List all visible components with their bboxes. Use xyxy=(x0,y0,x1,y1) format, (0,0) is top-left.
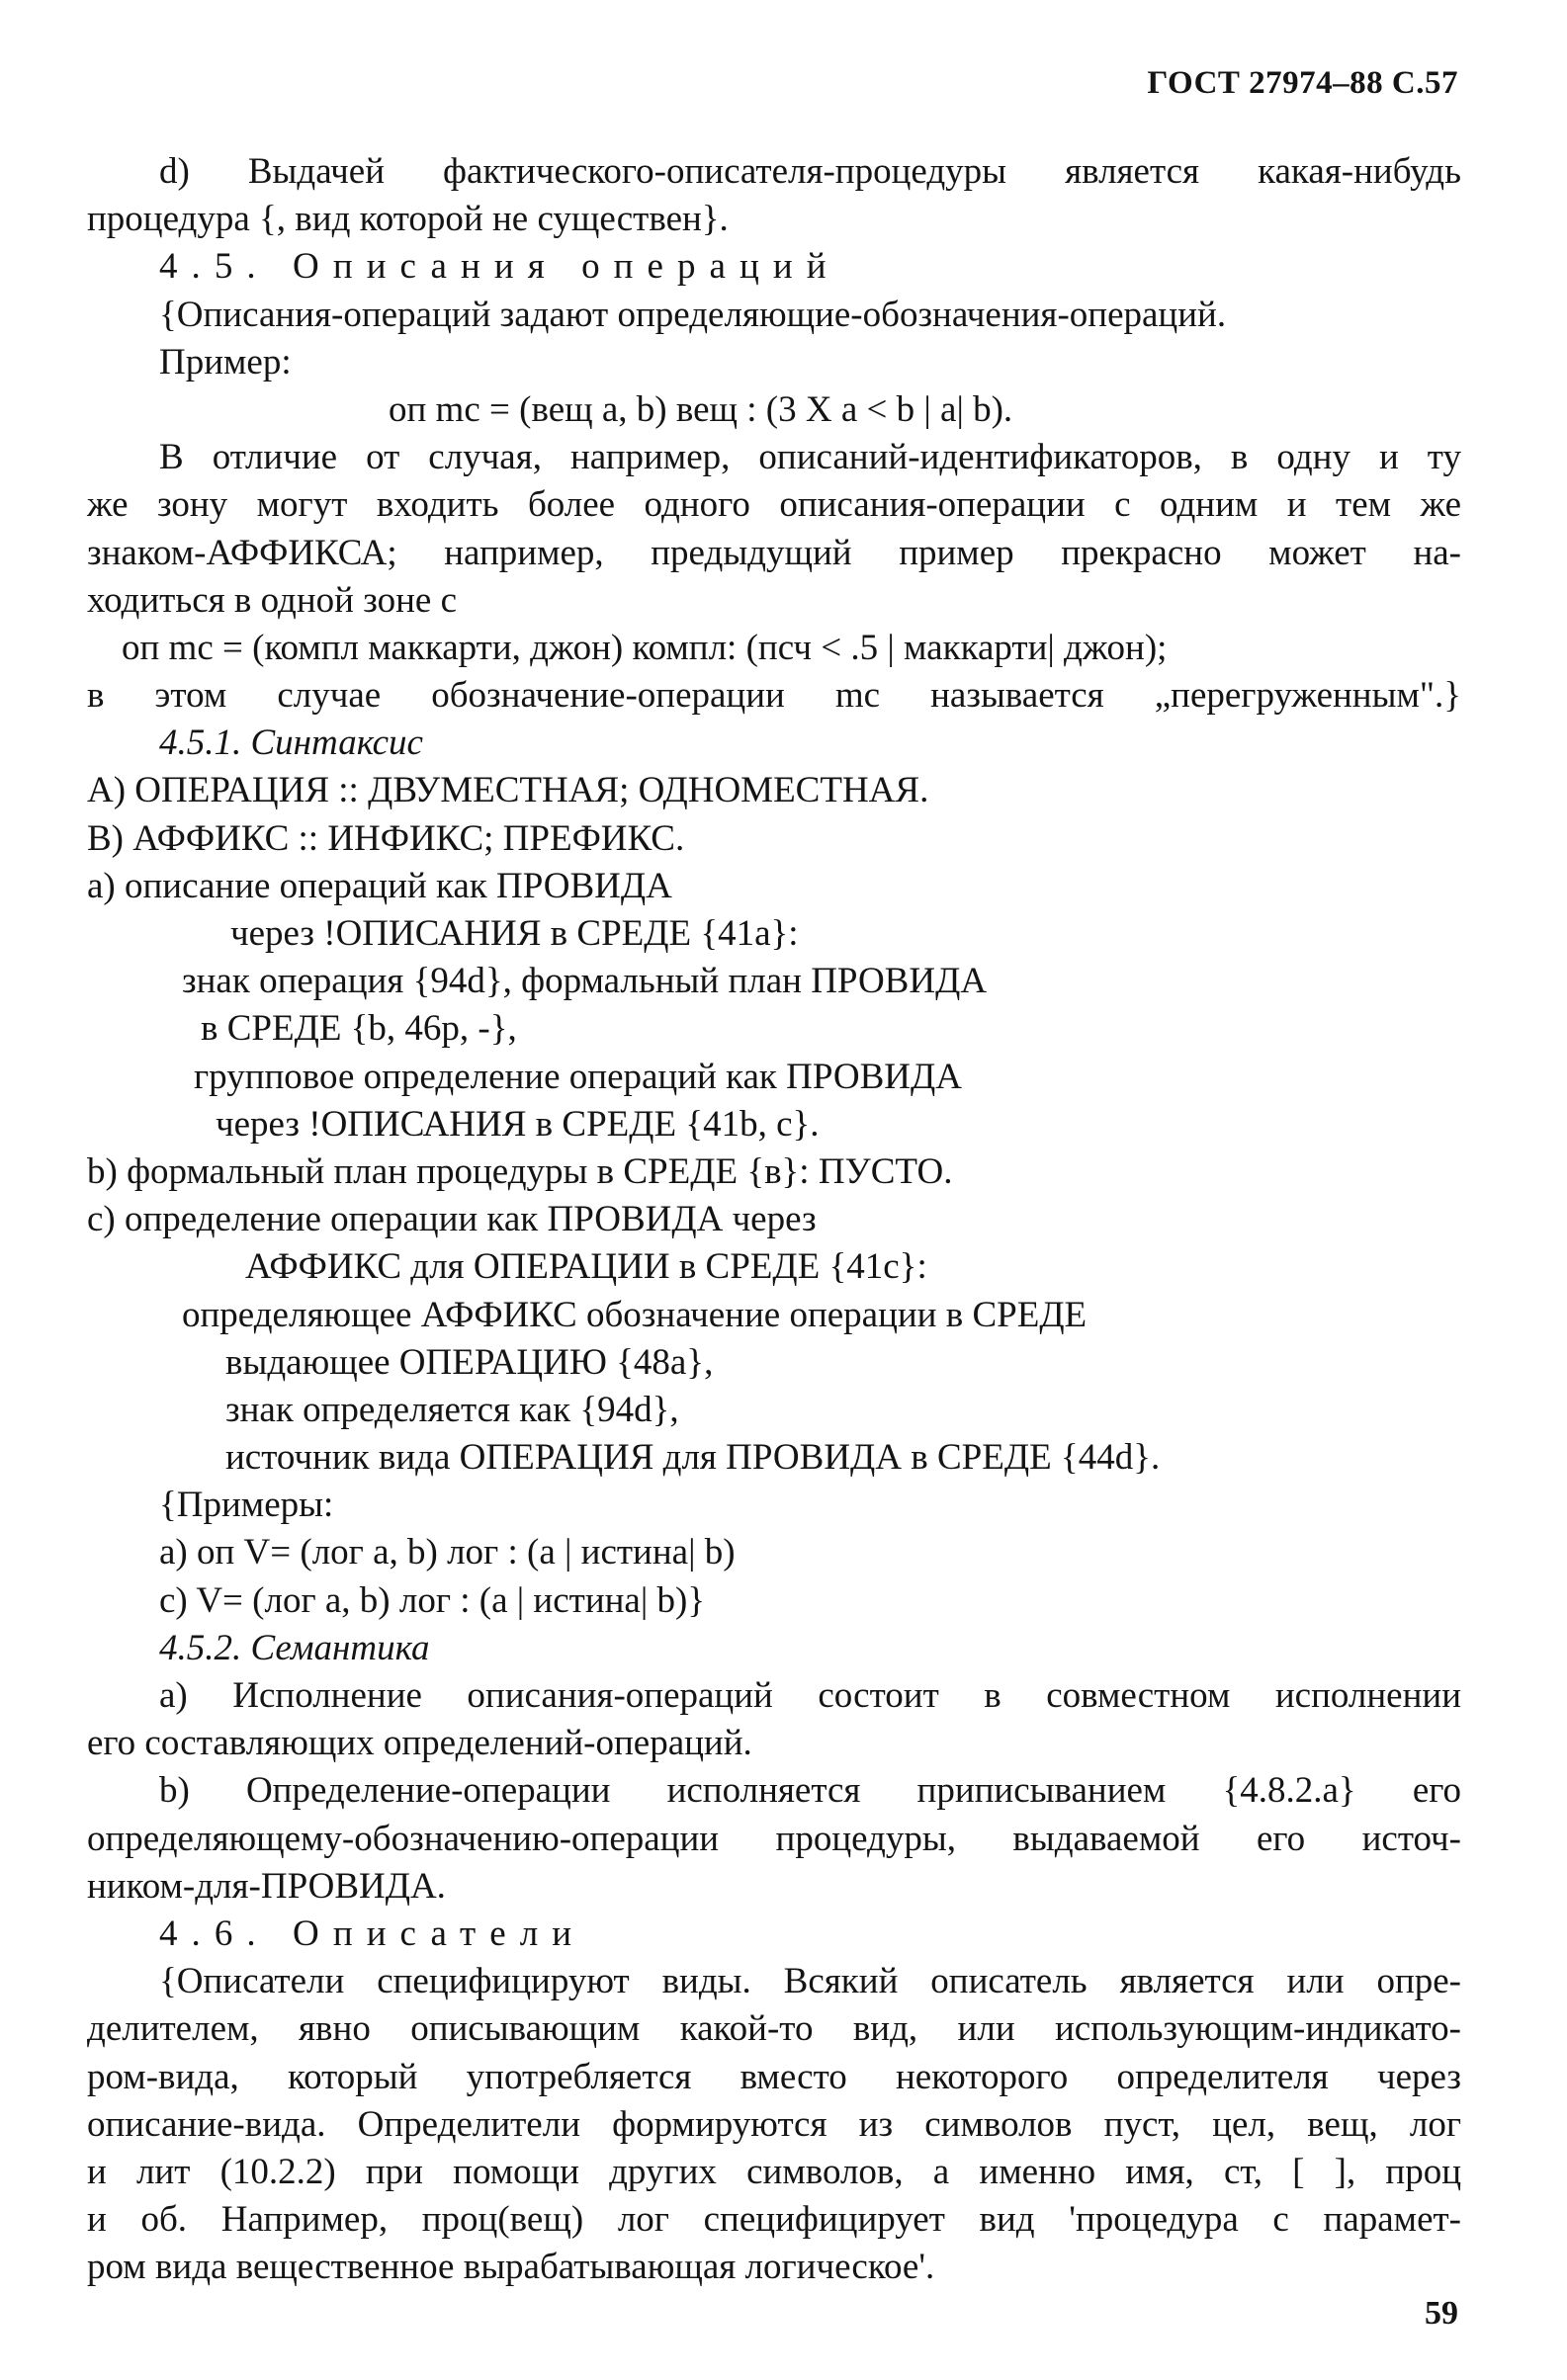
code-example: a) оп V= (лог a, b) лог : (a | истина| b) xyxy=(159,1532,736,1573)
code-example: c) V= (лог a, b) лог : (a | истина| b)} xyxy=(159,1579,706,1621)
text-line: ром вида вещественное вырабатывающая логическое'. xyxy=(87,2247,935,2288)
section-heading: 4.6. Описатели xyxy=(159,1912,586,1954)
syntax-rule-continuation: источник вида ОПЕРАЦИЯ для ПРОВИДА в СРЕДЕ {44d}. xyxy=(225,1437,1161,1479)
text-line: В отличие от случая, например, описаний-идентификаторов, в одну и ту xyxy=(159,437,1461,478)
syntax-rule-continuation: через !ОПИСАНИЯ в СРЕДЕ {41a}: xyxy=(230,913,799,954)
text-line: ходиться в одной зоне с xyxy=(87,579,458,621)
syntax-rule: c) определение операции как ПРОВИДА через xyxy=(87,1199,817,1240)
text-line: ром-вида, который употребляется вместо некоторого определителя через xyxy=(87,2056,1461,2097)
text-line: {Описания-операций задают определяющие-обозначения-операций. xyxy=(159,294,1227,335)
syntax-rule-continuation: знак операция {94d}, формальный план ПРОВИДА xyxy=(182,961,988,1002)
text-line: же зону могут входить более одного описания-операции с одним и тем же xyxy=(87,484,1461,526)
syntax-rule-continuation: АФФИКС для ОПЕРАЦИИ в СРЕДЕ {41c}: xyxy=(245,1246,927,1288)
code-example: оп mc = (компл маккарти, джон) компл: (псч < .5 | маккарти| джон); xyxy=(122,627,1168,668)
text-line: его составляющих определений-операций. xyxy=(87,1723,752,1764)
text-line: Пример: xyxy=(159,341,292,382)
subsection-heading: 4.5.2. Семантика xyxy=(159,1627,430,1668)
syntax-rule: B) АФФИКС :: ИНФИКС; ПРЕФИКС. xyxy=(87,817,685,859)
text-line: определяющему-обозначению-операции процедуры, выдаваемой его источ- xyxy=(87,1818,1461,1859)
syntax-rule: a) описание операций как ПРОВИДА xyxy=(87,865,672,906)
text-line: описание-вида. Определители формируются из символов пуст, цел, вещ, лог xyxy=(87,2103,1461,2145)
text-line: d) Выдачей фактического-описателя-процедуры является какая-нибудь xyxy=(159,151,1461,192)
text-line: a) Исполнение описания-операций состоит в совместном исполнении xyxy=(159,1675,1461,1716)
text-line: делителем, явно описывающим какой-то вид, или использующим-индикато- xyxy=(87,2008,1461,2050)
subsection-heading: 4.5.1. Синтаксис xyxy=(159,722,423,764)
text-line: и лит (10.2.2) при помощи других символов, а именно имя, ст, [ ], проц xyxy=(87,2151,1461,2192)
section-heading: 4.5. Описания операций xyxy=(159,246,840,288)
syntax-rule: A) ОПЕРАЦИЯ :: ДВУМЕСТНАЯ; ОДНОМЕСТНАЯ. xyxy=(87,770,929,811)
text-line: {Примеры: xyxy=(159,1485,334,1526)
syntax-rule-continuation: в СРЕДЕ {b, 46p, -}, xyxy=(201,1008,517,1050)
syntax-rule-continuation: через !ОПИСАНИЯ в СРЕДЕ {41b, c}. xyxy=(216,1103,820,1145)
text-line: процедура {, вид которой не существен}. xyxy=(87,199,729,240)
code-example: оп mc = (вещ a, b) вещ : (3 X a < b | a| b). xyxy=(389,388,1013,430)
syntax-rule-continuation: групповое определение операций как ПРОВИДА xyxy=(194,1056,962,1097)
text-line: b) Определение-операции исполняется приписыванием {4.8.2.a} его xyxy=(159,1770,1461,1812)
text-line: ником-для-ПРОВИДА. xyxy=(87,1865,446,1907)
text-line: и об. Например, проц(вещ) лог специфицирует вид 'процедура с парамет- xyxy=(87,2199,1461,2241)
syntax-rule-continuation: определяющее АФФИКС обозначение операции в СРЕДЕ xyxy=(182,1294,1088,1335)
page-header: ГОСТ 27974–88 С.57 xyxy=(1147,65,1458,101)
page-number: 59 xyxy=(1425,2295,1458,2332)
syntax-rule-continuation: выдающее ОПЕРАЦИЮ {48a}, xyxy=(225,1341,714,1383)
text-line: в этом случае обозначение-операции mc называется „перегруженным".} xyxy=(87,675,1461,717)
text-line: знаком-АФФИКСА; например, предыдущий пример прекрасно может на- xyxy=(87,532,1461,573)
text-line: {Описатели специфицируют виды. Всякий описатель является или опре- xyxy=(159,1961,1461,2002)
syntax-rule: b) формальный план процедуры в СРЕДЕ {в}: ПУСТО. xyxy=(87,1150,953,1192)
document-body xyxy=(87,148,1461,2291)
syntax-rule-continuation: знак определяется как {94d}, xyxy=(225,1389,679,1430)
